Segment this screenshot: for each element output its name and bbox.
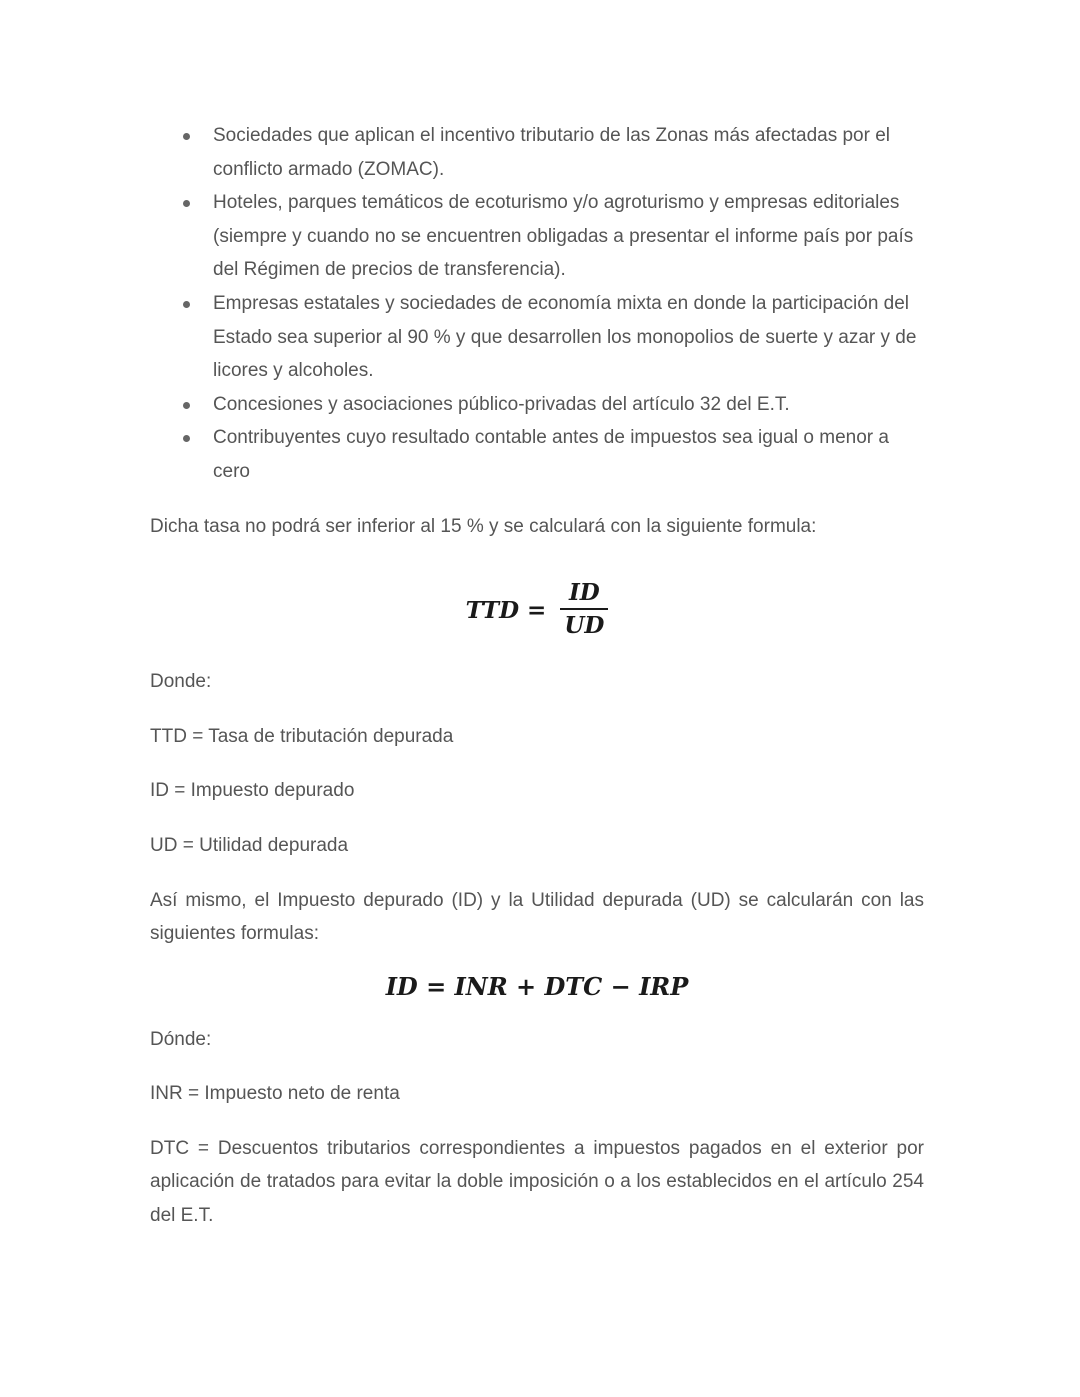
donde-label: Donde: <box>150 671 212 693</box>
formula-ttd-numerator: ID <box>568 579 600 607</box>
intro-formula2-paragraph: Así mismo, el Impuesto depurado (ID) y la Utilidad depurada (UD) se calcularán con las siguientes formulas: <box>150 889 924 945</box>
donde2-label: Dónde: <box>150 1028 212 1050</box>
intro-formula-paragraph: Dicha tasa no podrá ser inferior al 15 % y se calculará con la siguiente formula: <box>150 515 817 537</box>
bullet-item-contribuyentes: Contribuyentes cuyo resultado contable antes de impuestos sea igual o menor a cero <box>150 421 924 488</box>
definition-dtc: DTC = Descuentos tributarios correspondientes a impuestos pagados en el exterior por aplicación de tratados para evitar la doble imposición o a los establecidos en el artículo 254 del E.T. <box>150 1137 924 1227</box>
bullet-item-empresas-estatales: Empresas estatales y sociedades de economía mixta en donde la participación del Estado sea superior al 90 % y que desarrollen los monopolios de suerte y azar y de licores y alcoholes. <box>150 287 924 388</box>
bullet-list <box>150 119 924 489</box>
definition-ud: UD = Utilidad depurada <box>150 834 349 856</box>
definition-ttd: TTD = Tasa de tributación depurada <box>150 725 454 747</box>
formula-ttd-lhs: TTD = <box>465 596 547 624</box>
bullet-item-zomac: Sociedades que aplican el incentivo tributario de las Zonas más afectadas por el conflicto armado (ZOMAC). <box>150 119 924 186</box>
formula-ttd <box>150 561 924 659</box>
document-page <box>150 119 924 1233</box>
definition-inr: INR = Impuesto neto de renta <box>150 1083 400 1105</box>
definition-id: ID = Impuesto depurado <box>150 780 355 802</box>
bullet-item-concesiones: Concesiones y asociaciones público-privadas del artículo 32 del E.T. <box>150 388 924 422</box>
formula-ttd-fraction <box>560 578 608 642</box>
formula-id: ID = INR + DTC − IRP <box>385 971 689 1001</box>
bullet-item-hoteles: Hoteles, parques temáticos de ecoturismo y/o agroturismo y empresas editoriales (siempre y cuando no se encuentren obligadas a presentar el informe país por país del Régimen de precios de transferencia). <box>150 186 924 287</box>
formula-ttd-denominator: UD <box>564 612 605 640</box>
